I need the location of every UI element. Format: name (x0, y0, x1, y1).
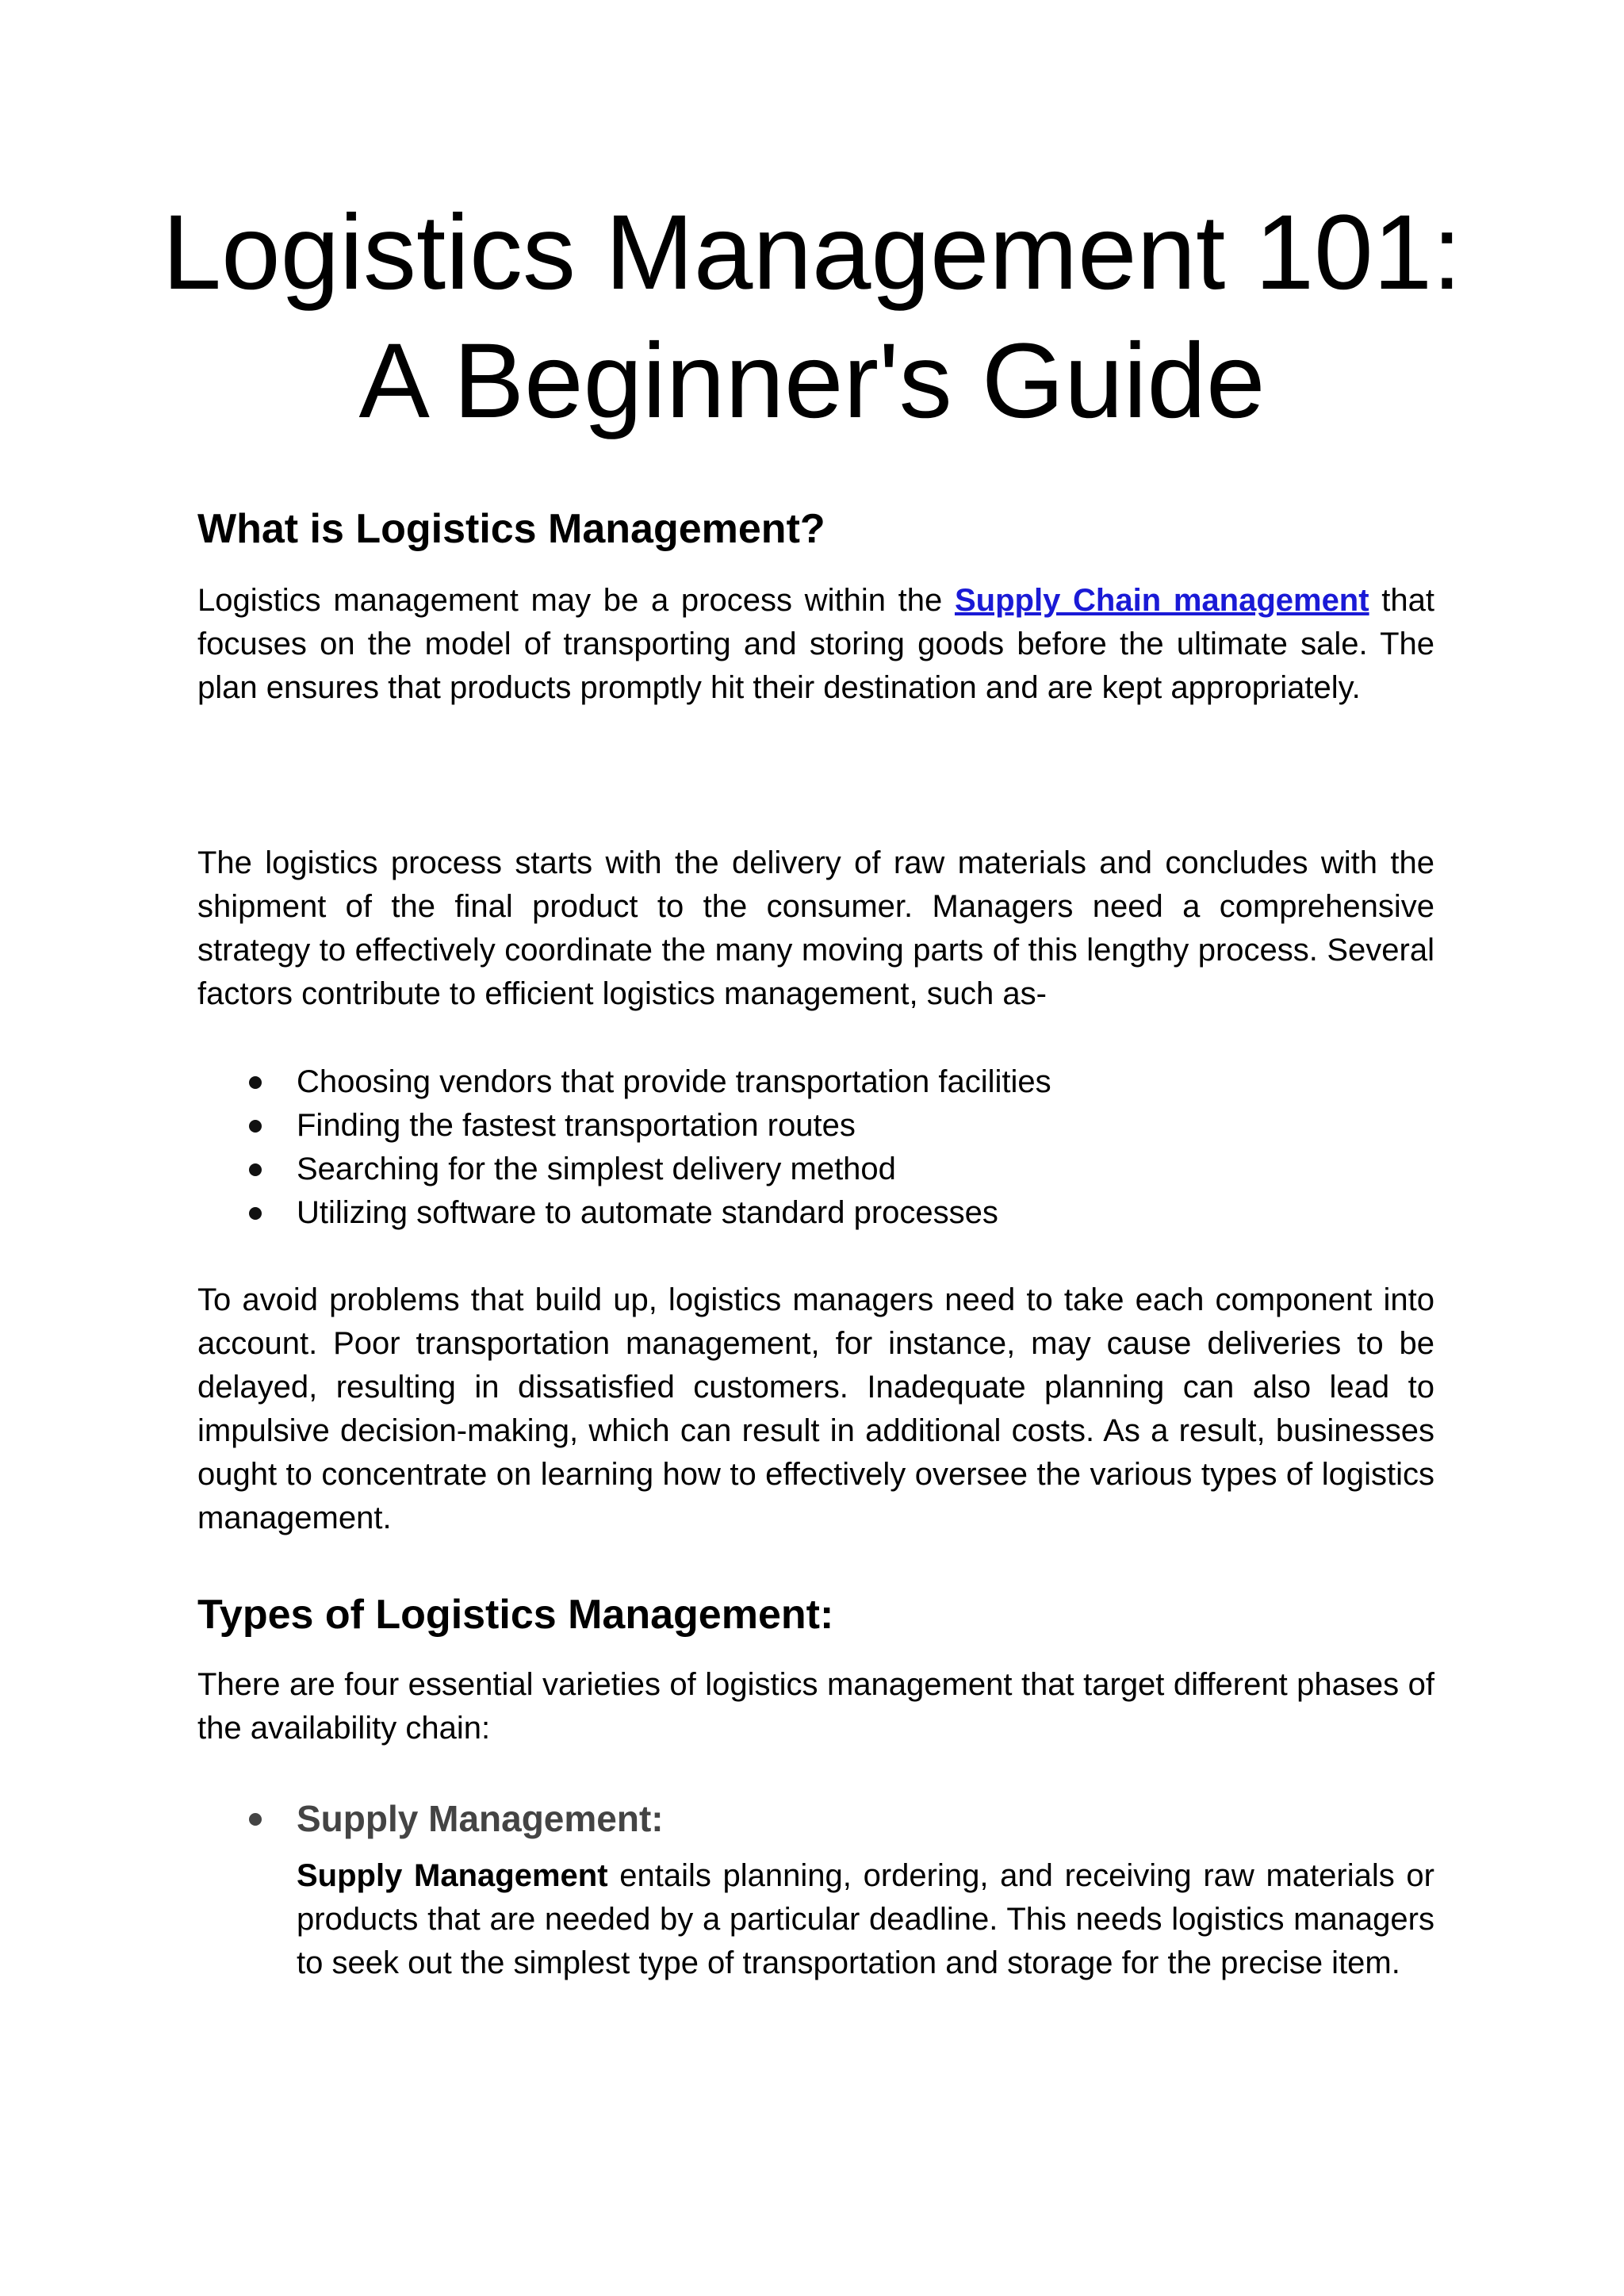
supply-management-bold-lead: Supply Management (297, 1858, 608, 1893)
list-item (197, 1060, 1434, 1104)
bullet-icon (249, 1076, 262, 1089)
bullet-icon (249, 1813, 262, 1826)
factors-list (197, 1060, 1434, 1235)
supply-management-paragraph (297, 1854, 1434, 1985)
list-item-text: Utilizing software to automate standard processes (297, 1195, 998, 1230)
supply-management-text: entails planning, ordering, and receiving raw materials or products that are needed by a particular deadline. This needs logistics managers to seek out the simplest type of transportation and storage for the precise item. (297, 1858, 1434, 1980)
list-item-text: Finding the fastest transportation routes (297, 1108, 856, 1143)
bullet-icon (249, 1207, 262, 1220)
page-title-line-1: Logistics Management 101: (162, 194, 1462, 312)
intro-paragraph (197, 579, 1434, 710)
section-heading-types: Types of Logistics Management: (197, 1592, 834, 1638)
list-item (197, 1191, 1434, 1235)
list-item-text: Choosing vendors that provide transportation facilities (297, 1064, 1051, 1099)
bullet-icon (249, 1120, 262, 1133)
section-heading-what-is: What is Logistics Management? (197, 506, 825, 552)
supply-management-heading-text: Supply Management: (297, 1798, 664, 1839)
page-title-line-2: A Beginner's Guide (358, 322, 1266, 440)
intro-text-after-link: that focuses on the model of transporting and storing goods before the ultimate sale. The plan ensures that products promptly hit their destination and are kept appropriately. (197, 583, 1434, 705)
supply-chain-management-link[interactable]: Supply Chain management (954, 583, 1369, 618)
types-intro-paragraph: There are four essential varieties of logistics management that target different phases of the availability chain: (197, 1667, 1434, 1746)
supply-management-heading (197, 1795, 664, 1842)
list-item (197, 1148, 1434, 1191)
logistics-process-paragraph: The logistics process starts with the delivery of raw materials and concludes with the shipment of the final product to the consumer. Managers need a comprehensive strategy to effectively coordinate the many moving parts of this lengthy process. Several factors contribute to efficient logistics management, such as- (197, 845, 1434, 1011)
intro-text-before-link: Logistics management may be a process within the (197, 583, 955, 618)
list-item (197, 1104, 1434, 1148)
avoid-problems-paragraph: To avoid problems that build up, logistics managers need to take each component into account. Poor transportation management, for instance, may cause deliveries to be delayed, resulting in dissatisfied customers. Inadequate planning can also lead to impulsive decision-making, which can result in additional costs. As a result, businesses ought to concentrate on learning how to effectively oversee the various types of logistics management. (197, 1282, 1434, 1535)
page-title (159, 189, 1465, 446)
list-item-text: Searching for the simplest delivery method (297, 1152, 896, 1186)
bullet-icon (249, 1163, 262, 1176)
